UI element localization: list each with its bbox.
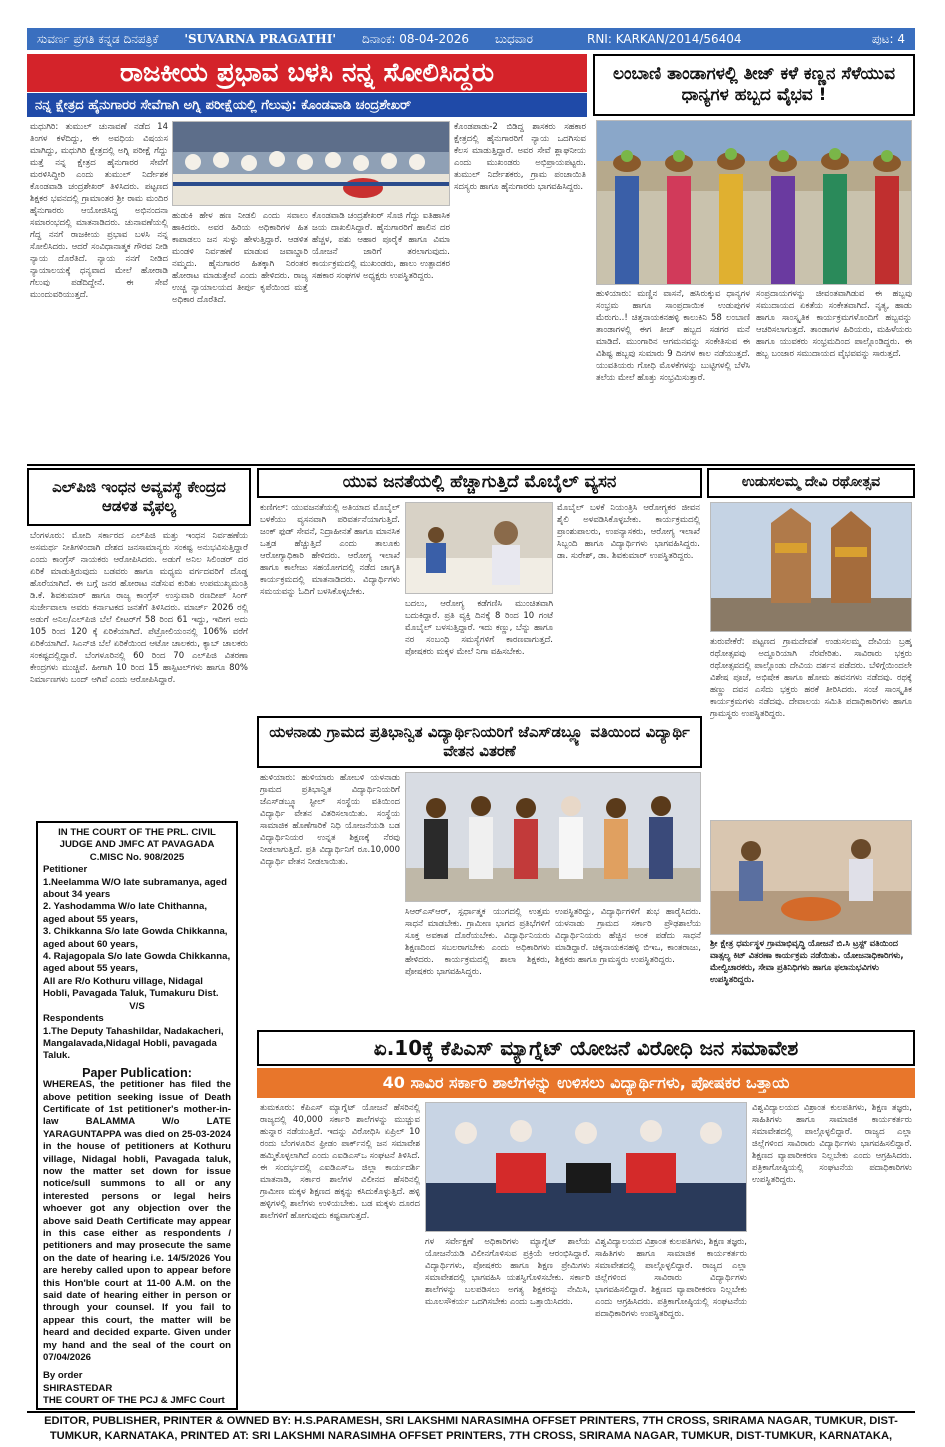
story2-column-2: ಸಂಪ್ರದಾಯಗಳನ್ನು ಜೀವಂತವಾಗಿಡುವ ಈ ಹಬ್ಬವು ಸಮುದಾಯದ ಏಕತೆಯ ಸಂಕೇತವಾಗಿದೆ. ನೃತ್ಯ, ಹಾಡು ಹಾಗೂ ಸಾಂಸ್ಕೃತಿಕ ಕಾರ್ಯಕ್ರಮಗಳೊಂದಿಗೆ ಹಬ್ಬವನ್ನು ಆಚರಿಸಲಾಗುತ್ತದೆ. ತಾಂಡಾಗಳ ಹಿರಿಯರು, ಮಹಿಳೆಯರು ಹಾಗೂ ಯುವಕರು ಸಂಭ್ರಮದಿಂದ ಪಾಲ್ಗೊಂಡಿದ್ದರು. ಈ ಹಬ್ಬ ಬಂಜಾರ ಸಮುದಾಯದ ವೈಭವವನ್ನು ಸಾರುತ್ತದೆ. bbox=[756, 289, 912, 359]
petitioner-3: 3. Chikkanna S/o late Gowda Chikkanna, aged about 60 years, bbox=[43, 926, 228, 950]
story7-headline: ಏ.10ಕ್ಕೆ ಕೆಪಿಎಸ್ ಮ್ಯಾಗ್ನೆಟ್ ಯೋಜನೆ ವಿರೋಧಿ ಜನ ಸಮಾವೇಶ bbox=[257, 1030, 915, 1066]
rni-number: RNI: KARKAN/2014/56404 bbox=[586, 32, 742, 46]
story5-headline: ಉಡುಸಲಮ್ಮ ದೇವಿ ರಥೋತ್ಸವ bbox=[707, 468, 915, 498]
by-order: By order bbox=[43, 1370, 83, 1382]
story5-photo-2 bbox=[710, 820, 912, 935]
story6-column-2: ಸಿಆರ್‌ಎಸ್‌ಆರ್, ಸ್ಪರ್ಧಾತ್ಮಕ ಯುಗದಲ್ಲಿ ಉತ್ತಮ ಸಾಧನೆ ಮಾಡಬೇಕು. ಗ್ರಾಮೀಣ ಭಾಗದ ಪ್ರತಿಭೆಗಳಿಗೆ ಸೂಕ್ತ ಅವಕಾಶ ದೊರೆಯಬೇಕು. ವಿದ್ಯಾರ್ಥಿನಿಯರು ಶಿಕ್ಷಣದಿಂದ ಸಬಲರಾಗಬೇಕು ಎಂದು ಅಧಿಕಾರಿಗಳು ಹೇಳಿದರು. ಕಾರ್ಯಕ್ರಮದಲ್ಲಿ ಶಾಲಾ ಶಿಕ್ಷಕರು, ಪೋಷಕರು ಭಾಗವಹಿಸಿದ್ದರು. bbox=[405, 907, 550, 977]
story4-column-2: ಬದಲು, ಆರೋಗ್ಯ ಕಡೆಗಣಿಸಿ ಮುಂಚಿತವಾಗಿ ಬದುಕಿದ್ದಾರೆ. ಪ್ರತಿ ವ್ಯಕ್ತಿ ದಿನಕ್ಕೆ 8 ರಿಂದ 10 ಗಂಟೆ ಮೊಬೈಲ್ ಬಳಸುತ್ತಿದ್ದಾರೆ. ಇದು ಕಣ್ಣು, ಬೆನ್ನು ಹಾಗೂ ನರ ಸಂಬಂಧಿ ಸಮಸ್ಯೆಗಳಿಗೆ ಕಾರಣವಾಗುತ್ತದೆ. ಪೋಷಕರು ಮಕ್ಕಳ ಮೇಲೆ ನಿಗಾ ವಹಿಸಬೇಕು. bbox=[405, 599, 553, 657]
petitioner-2: 2. Yashodamma W/o late Chithanna, aged about 55 years, bbox=[43, 901, 208, 925]
story1-column-3: ಕೊಂಡವಾಡಿ ಚಂದ್ರಶೇಖರ್ ಸೊಜಿ ಗೆದ್ದು ಐತಿಹಾಸಿಕ ಜಯ ದಾಖಲಿಸಿದ್ದಾರೆ. ಹೈನುಗಾರರಿಗೆ ಹಾಲಿನ ದರ ಹೆಚ್ಚಳ, ಪಶು ಆಹಾರ ಪೂರೈಕೆ ಹಾಗೂ ವಿಮಾ ಯೋಜನೆ ಜಾರಿಗೆ ತರಲಾಗುವುದು. ಕಾರ್ಯಕ್ರಮದಲ್ಲಿ ಮುಖಂಡರು, ಹಾಲು ಉತ್ಪಾದಕರ ಸಹಕಾರ ಸಂಘಗಳ ಅಧ್ಯಕ್ಷರು ಉಪಸ್ಥಿತರಿದ್ದರು. bbox=[312, 211, 450, 281]
story2-column-1: ಹುಳಿಯಾರು: ಮಣ್ಣಿನ ವಾಸನೆ, ಹಸಿರುಕ್ಕುವ ಧಾನ್ಯಗಳ ಸಂಭ್ರಮ ಹಾಗೂ ಸಾಂಪ್ರದಾಯಿಕ ಉಡುಪುಗಳ ಮೆರುಗು..! ಚಿತ್ತನಾಯಕನಹಳ್ಳಿ ಕಾಲುಕಿನಿ 58 ಲಂಬಾಣಿ ತಾಂಡಾಗಳಲ್ಲಿ ಈಗ ತೀಜ್ ಹಬ್ಬದ ಸಡಗರ ಮನೆ ಮಾಡಿದೆ. ಮುಂಗಾರಿನ ಆಗಮನವನ್ನು ಸಂಕೇತಿಸುವ ಈ ವಿಶಿಷ್ಟ ಹಬ್ಬವು ಸುಮಾರು 9 ದಿನಗಳ ಕಾಲ ನಡೆಯುತ್ತದೆ. ಯುವತಿಯರು ಗೋಧಿ ಮೊಳಕೆಗಳನ್ನು ಬುಟ್ಟಿಗಳಲ್ಲಿ ಬೆಳೆಸಿ ತಲೆಯ ಮೇಲೆ ಹೊತ್ತು ಸಂಭ್ರಮಿಸುತ್ತಾರೆ. bbox=[596, 289, 750, 383]
story5-body: ತುರುವೇಕೆರೆ: ಪಟ್ಟಣದ ಗ್ರಾಮದೇವತೆ ಉಡುಸಲಮ್ಮ ದೇವಿಯ ಬ್ರಹ್ಮ ರಥೋತ್ಸವವು ಅದ್ದೂರಿಯಾಗಿ ನೆರವೇರಿತು. ಸಾವಿರಾರು ಭಕ್ತರು ರಥೋತ್ಸವದಲ್ಲಿ ಪಾಲ್ಗೊಂಡು ದೇವಿಯ ದರ್ಶನ ಪಡೆದರು. ಬೆಳಿಗ್ಗೆಯಿಂದಲೇ ವಿಶೇಷ ಪೂಜೆ, ಅಭಿಷೇಕ ಹಾಗೂ ಹೋಮ ಹವನಗಳು ನಡೆದವು. ರಥಕ್ಕೆ ಹಣ್ಣು ದವನ ಎಸೆದು ಭಕ್ತರು ಹರಕೆ ತೀರಿಸಿದರು. ಸಂಜೆ ಸಾಂಸ್ಕೃತಿಕ ಕಾರ್ಯಕ್ರಮಗಳು ನಡೆದವು. ದೇವಾಲಯ ಸಮಿತಿ ಪದಾಧಿಕಾರಿಗಳು ಹಾಗೂ ಗ್ರಾಮಸ್ಥರು ಉಪಸ್ಥಿತರಿದ್ದರು. bbox=[710, 637, 912, 719]
story1-subhead: ನನ್ನ ಕ್ಷೇತ್ರದ ಹೈನುಗಾರರ ಸೇವೆಗಾಗಿ ಅಗ್ನಿ ಪರೀಕ್ಷೆಯಲ್ಲಿ ಗೆಲುವು: ಕೊಂಡವಾಡಿ ಚಂದ್ರಶೇಖರ್ bbox=[27, 93, 587, 117]
respondents-label: Respondents bbox=[43, 1013, 104, 1025]
court-case-number: C.MISC No. 908/2025 bbox=[89, 851, 185, 863]
weekday: ಬುಧವಾರ bbox=[495, 31, 533, 46]
story1-headline: ರಾಜಕೀಯ ಪ್ರಭಾವ ಬಳಸಿ ನನ್ನ ಸೋಲಿಸಿದ್ದರು bbox=[27, 54, 587, 92]
issue-date: ದಿನಾಂಕ: 08-04-2026 bbox=[362, 31, 469, 46]
story4-column-3: ಮೊಬೈಲ್ ಬಳಕೆ ನಿಯಂತ್ರಿಸಿ ಆರೋಗ್ಯಕರ ಜೀವನ ಶೈಲಿ ಅಳವಡಿಸಿಕೊಳ್ಳಬೇಕು. ಕಾರ್ಯಕ್ರಮದಲ್ಲಿ ಪ್ರಾಂಶುಪಾಲರು, ಉಪನ್ಯಾಸಕರು, ಆರೋಗ್ಯ ಇಲಾಖೆ ಸಿಬ್ಬಂದಿ ಹಾಗೂ ವಿದ್ಯಾರ್ಥಿಗಳು ಭಾಗವಹಿಸಿದ್ದರು. ಡಾ. ಸುರೇಶ್, ಡಾ. ಶಿವಕುಮಾರ್ ಉಪಸ್ಥಿತರಿದ್ದರು. bbox=[557, 503, 700, 561]
story6-column-1: ಹುಳಿಯಾರು: ಹುಳಿಯಾರು ಹೋಬಳಿ ಯಳನಾಡು ಗ್ರಾಮದ ಪ್ರತಿಭಾನ್ವಿತ ವಿದ್ಯಾರ್ಥಿನಿಯರಿಗೆ ಜೆಎಸ್‌ಡಬ್ಲ್ಯೂ ಸ್ಟೀಲ್ ಸಂಸ್ಥೆಯ ವತಿಯಿಂದ ವಿದ್ಯಾರ್ಥಿ ವೇತನ ವಿತರಿಸಲಾಯಿತು. ಸಂಸ್ಥೆಯ ಸಾಮಾಜಿಕ ಹೊಣೆಗಾರಿಕೆ ನಿಧಿ ಯೋಜನೆಯಡಿ ಬಡ ವಿದ್ಯಾರ್ಥಿನಿಯರ ಉನ್ನತ ಶಿಕ್ಷಣಕ್ಕೆ ನೆರವು ನೀಡಲಾಗುತ್ತಿದೆ. ಪ್ರತಿ ವಿದ್ಯಾರ್ಥಿನಿಗೆ ರೂ.10,000 ವಿದ್ಯಾರ್ಥಿ ವೇತನ ನೀಡಲಾಯಿತು. bbox=[260, 773, 400, 867]
story6-column-3: ಉಪಸ್ಥಿತರಿದ್ದು, ವಿದ್ಯಾರ್ಥಿಗಳಿಗೆ ಶುಭ ಹಾರೈಸಿದರು. ಯಳನಾಡು ಗ್ರಾಮದ ಸರ್ಕಾರಿ ಪ್ರೌಢಶಾಲೆಯ ವಿದ್ಯಾರ್ಥಿನಿಯರು ಹೆಚ್ಚಿನ ಅಂಕ ಪಡೆದು ಸಾಧನೆ ಮಾಡಿದ್ದಾರೆ. ಚಿಕ್ಕನಾಯಕನಹಳ್ಳಿ ಬಿಇಒ, ಕಾಂತರಾಜು, ಶಿಕ್ಷಕರು ಹಾಗೂ ಗ್ರಾಮಸ್ಥರು ಉಪಸ್ಥಿತರಿದ್ದರು. bbox=[555, 907, 701, 965]
petitioner-1: 1.Neelamma W/O late subramanya, aged about 34 years bbox=[43, 876, 227, 901]
story2-headline: ಲಂಬಾಣಿ ತಾಂಡಾಗಳಲ್ಲಿ ತೀಜ್ ಕಳೆ ಕಣ್ಣನ ಸೆಳೆಯುವ ಧಾನ್ಯಗಳ ಹಬ್ಬದ ವೈಭವ ! bbox=[593, 54, 915, 116]
story1-column-4: ಕೊಂಡಪಾಡು-2 ಬಿಡಿದ್ದ ಶಾಸಕರು ಸಹಕಾರ ಕ್ಷೇತ್ರದಲ್ಲಿ ಹೈನುಗಾರರಿಗೆ ನ್ಯಾಯ ಒದಗಿಸುವ ಕೆಲಸ ಮಾಡುತ್ತಿದ್ದಾರೆ. ಅವರ ಸೇವೆ ಶ್ಲಾಘನೀಯ ಎಂದು ಮುಖಂಡರು ಅಭಿಪ್ರಾಯಪಟ್ಟರು. ತುಮುಲ್ ನಿರ್ದೇಶಕರು, ಗ್ರಾಮ ಪಂಚಾಯಿತಿ ಸದಸ್ಯರು ಹಾಗೂ ಹೈನುಗಾರರು ಭಾಗವಹಿಸಿದ್ದರು. bbox=[454, 122, 586, 192]
masthead-bar bbox=[27, 28, 915, 50]
story7-column-3: ವಿಶ್ವವಿದ್ಯಾಲಯದ ವಿಶ್ರಾಂತ ಕುಲಪತಿಗಳು, ಶಿಕ್ಷಣ ತಜ್ಞರು, ಸಾಹಿತಿಗಳು ಹಾಗೂ ಸಾಮಾಜಿಕ ಕಾರ್ಯಕರ್ತರು ಸಮಾವೇಶದಲ್ಲಿ ಪಾಲ್ಗೊಳ್ಳಲಿದ್ದಾರೆ. ರಾಜ್ಯದ ಎಲ್ಲಾ ಜಿಲ್ಲೆಗಳಿಂದ ಸಾವಿರಾರು ವಿದ್ಯಾರ್ಥಿಗಳು ಭಾಗವಹಿಸಲಿದ್ದಾರೆ. ಶಿಕ್ಷಣದ ವ್ಯಾಪಾರೀಕರಣ ನಿಲ್ಲಬೇಕು ಎಂದು ಆಗ್ರಹಿಸಿದರು. ಪತ್ರಿಕಾಗೋಷ್ಠಿಯಲ್ಲಿ ಸಂಘಟನೆಯ ಪದಾಧಿಕಾರಿಗಳು ಉಪಸ್ಥಿತರಿದ್ದರು. bbox=[595, 1237, 747, 1319]
signatory-1: SHIRASTEDAR bbox=[43, 1382, 113, 1394]
story4-column-1: ಕುಣಿಗಲ್: ಯುವಜನತೆಯಲ್ಲಿ ಅತಿಯಾದ ಮೊಬೈಲ್ ಬಳಕೆಯು ವ್ಯಸನವಾಗಿ ಪರಿವರ್ತನೆಯಾಗುತ್ತಿದೆ. ಜಂಕ್ ಫುಡ್ ಸೇವನೆ, ನಿದ್ರಾಹೀನತೆ ಹಾಗೂ ಮಾನಸಿಕ ಒತ್ತಡ ಹೆಚ್ಚುತ್ತಿದೆ ಎಂದು ತಾಲೂಕು ಆರೋಗ್ಯಾಧಿಕಾರಿ ಹೇಳಿದರು. ಆರೋಗ್ಯ ಇಲಾಖೆ ಹಾಗೂ ಕಾಲೇಜು ಸಹಯೋಗದಲ್ಲಿ ನಡೆದ ಜಾಗೃತಿ ಕಾರ್ಯಕ್ರಮದಲ್ಲಿ ಮಾತನಾಡಿದರು. ವಿದ್ಯಾರ್ಥಿಗಳು ಸಮಯವನ್ನು ಓದಿಗೆ ಬಳಸಿಕೊಳ್ಳಬೇಕು. bbox=[260, 503, 400, 597]
story3-body: ಬೆಂಗಳೂರು: ಮೋದಿ ಸರ್ಕಾರದ ಎಲ್‌ಪಿಜಿ ಮತ್ತು ಇಂಧನ ನಿರ್ವಹಣೆಯ ಅಸಮರ್ಥ ನೀತಿಗಳಿಂದಾಗಿ ದೇಶದ ಜನಸಾಮಾನ್ಯರು ಸಂಕಷ್ಟ ಅನುಭವಿಸುತ್ತಿದ್ದಾರೆ ಎಂದು ಕಾಂಗ್ರೆಸ್ ನಾಯಕರು ಆರೋಪಿಸಿದರು. ಅಡುಗೆ ಅನಿಲ ಸಿಲಿಂಡರ್ ದರ ಏರಿಕೆ ಮಾಡುತ್ತಿರುವುದು ಬಡವರು ಹಾಗೂ ಮಧ್ಯಮ ವರ್ಗದವರಿಗೆ ದೊಡ್ಡ ಹೊರೆಯಾಗಿದೆ. ಈ ಬಗ್ಗೆ ಜನರ ಹೋರಾಟ ನಡೆಸುವ ಕುರಿತು ಉಪಮುಖ್ಯಮಂತ್ರಿ ಡಿ.ಕೆ. ಶಿವಕುಮಾರ್ ಹಾಗೂ ರಾಜ್ಯ ಕಾಂಗ್ರೆಸ್ ಉಸ್ತುವಾರಿ ರಣದೀಪ್ ಸಿಂಗ್ ಸುರ್ಜೇವಾಲಾ ಅವರು ಕರ್ನಾಟಕದ ಜನತೆಗೆ ತಿಳಿಸಿದರು. ಮಾರ್ಚ್ 2026 ರಲ್ಲಿ ಅಡುಗೆ ಅನಿಲ/ಎಲ್‌ಪಿಜಿ ಬೆಲೆ ಲೀಟರ್‌ಗೆ 58 ರಿಂದ 61 ಇದ್ದು, ಇದೀಗ ಅದು 105 ರಿಂದ 120 ಕ್ಕೆ ಏರಿಕೆಯಾಗಿದೆ. ಪೆಟ್ರೋಲಿಯಂನಲ್ಲಿ 106% ವರೆಗೆ ಏರಿಕೆಯಾಗಿದೆ. ಸಿಎನ್‌ಜಿ ಬೆಲೆ ಏರಿಕೆಯಿಂದ ಆಟೋ ಚಾಲಕರು, ಕ್ಯಾಬ್ ಚಾಲಕರು ಸಂಕಷ್ಟದಲ್ಲಿದ್ದಾರೆ. ಬೆಂಗಳೂರಿನಲ್ಲಿ 60 ರಿಂದ 70 ಎಲ್‌ಪಿಜಿ ವಿತರಣಾ ಕೇಂದ್ರಗಳು ಮುಚ್ಚಿವೆ. ಹೀಗಾಗಿ 10 ರಿಂದ 15 ಹಾಸ್ಪಿಟಲ್‌ಗಳು ಹಾಗೂ 80% ನಿರ್ಮಾಣಗಳು ಬಂದ್ ಆಗಿವೆ ಎಂದು ಆರೋಪಿಸಿದ್ದಾರೆ. bbox=[30, 531, 248, 685]
imprint-footer: EDITOR, PUBLISHER, PRINTER & OWNED BY: H.S.PARAMESH, SRI LAKSHMI NARASIMHA OFFSET PRINTERS, 7TH CROSS, SRIRAMA NAGAR, TUMKUR, DIST-TUMKUR, KARNATAKA, PRINTED AT: SRI LAKSHMI NARASIMHA OFFSET PRINTERS, 7TH CROSS, SRIRAMA NAGAR, TUMKUR, DIST-TUMKUR, KARNATAKA, bbox=[27, 1411, 915, 1445]
story7-column-4: ವಿಶ್ವವಿದ್ಯಾಲಯದ ವಿಶ್ರಾಂತ ಕುಲಪತಿಗಳು, ಶಿಕ್ಷಣ ತಜ್ಞರು, ಸಾಹಿತಿಗಳು ಹಾಗೂ ಸಾಮಾಜಿಕ ಕಾರ್ಯಕರ್ತರು ಸಮಾವೇಶದಲ್ಲಿ ಪಾಲ್ಗೊಳ್ಳಲಿದ್ದಾರೆ. ರಾಜ್ಯದ ಎಲ್ಲಾ ಜಿಲ್ಲೆಗಳಿಂದ ಸಾವಿರಾರು ವಿದ್ಯಾರ್ಥಿಗಳು ಭಾಗವಹಿಸಲಿದ್ದಾರೆ. ಶಿಕ್ಷಣದ ವ್ಯಾಪಾರೀಕರಣ ನಿಲ್ಲಬೇಕು ಎಂದು ಆಗ್ರಹಿಸಿದರು. ಪತ್ರಿಕಾಗೋಷ್ಠಿಯಲ್ಲಿ ಸಂಘಟನೆಯ ಪದಾಧಿಕಾರಿಗಳು ಉಪಸ್ಥಿತರಿದ್ದರು. bbox=[752, 1103, 912, 1185]
petitioner-label: Petitioner bbox=[43, 864, 88, 876]
story7-column-2: ಗಳ ಸರ್ವೇಕ್ಷಣೆ ಅಧಿಕಾರಿಗಳು ಮ್ಯಾಗ್ನೆಟ್ ಶಾಲೆಯ ಯೋಜನೆಯಡಿ ವಿಲೀನಗೊಳಿಸುವ ಪ್ರಕ್ರಿಯೆ ಆರಂಭಿಸಿದ್ದಾರೆ. ವಿದ್ಯಾರ್ಥಿಗಳು, ಪೋಷಕರು ಹಾಗೂ ಶಿಕ್ಷಣ ಪ್ರೇಮಿಗಳು ಸಮಾವೇಶದಲ್ಲಿ ಭಾಗವಹಿಸಿ ಯಶಸ್ವಿಗೊಳಿಸಬೇಕು. ಸರ್ಕಾರಿ ಶಾಲೆಗಳನ್ನು ಬಲಪಡಿಸಲು ಅಗತ್ಯ ಶಿಕ್ಷಕರನ್ನು ನೇಮಿಸಿ, ಮೂಲಸೌಕರ್ಯ ಒದಗಿಸಬೇಕು ಎಂದು ಒತ್ತಾಯಿಸಿದರು. bbox=[425, 1237, 590, 1307]
story1-column-2: ಹುಡುಕಿ ಹೇಳ ಹಣ ನೀಡಲಿ ಎಂದು ಸವಾಲು ಹಾಕಿದರು. ಅವರ ಹಿರಿಯ ಅಧಿಕಾರಿಗಳ ಹಿತ ಕಾಪಾಡಲು ಜನ ಸುಳ್ಳು ಹೇಳುತ್ತಿದ್ದಾರೆ. ಆಡಳಿತ ಮಂಡಳಿ ನಿರ್ವಹಣೆ ಮಾಡುವ ಜವಾಬ್ದಾರಿ ನಮ್ಮದು. ಹೈನುಗಾರರ ಹಿತಕ್ಕಾಗಿ ನಿರಂತರ ಹೋರಾಟ ಮಾಡುತ್ತೇವೆ ಎಂದು ಹೇಳಿದರು. ರಾಜ್ಯ ಉಚ್ಚ ನ್ಯಾಯಾಲಯದ ತೀರ್ಪು ಕೃಪೆಯಿಂದ ಮತ್ತೆ ಅಧಿಕಾರ ದೊರೆತಿದೆ. bbox=[172, 211, 308, 305]
respondent-1: 1.The Deputy Tahashildar, Nadakacheri, Mangalavada,Nidagal Hobli, pavagada Taluk. bbox=[43, 1025, 224, 1062]
story7-subhead: 40 ಸಾವಿರ ಸರ್ಕಾರಿ ಶಾಲೆಗಳನ್ನು ಉಳಿಸಲು ವಿದ್ಯಾರ್ಥಿಗಳು, ಪೋಷಕರ ಒತ್ತಾಯ bbox=[257, 1068, 915, 1098]
court-notice bbox=[36, 821, 238, 1410]
petitioner-residence: All are R/o Kothuru village, Nidagal Hobli, Pavagada Taluk, Tumakuru Dist. bbox=[43, 975, 219, 1000]
story4-headline: ಯುವ ಜನತೆಯಲ್ಲಿ ಹೆಚ್ಚಾಗುತ್ತಿದೆ ಮೊಬೈಲ್ ವ್ಯಸನ bbox=[257, 468, 702, 498]
signatory-2: THE COURT OF THE PCJ & JMFC Court bbox=[43, 1395, 225, 1407]
story5-caption: ಶ್ರೀ ಕ್ಷೇತ್ರ ಧರ್ಮಸ್ಥಳ ಗ್ರಾಮಾಭಿವೃದ್ಧಿ ಯೋಜನೆ ಬಿ.ಸಿ ಟ್ರಸ್ಟ್ ವತಿಯಿಂದ ವಾತ್ಸಲ್ಯ ಕಿಟ್ ವಿತರಣಾ ಕಾರ್ಯಕ್ರಮ ನಡೆಯಿತು. ಯೋಜನಾಧಿಕಾರಿಗಳು, ಮೇಲ್ವಿಚಾರಕರು, ಸೇವಾ ಪ್ರತಿನಿಧಿಗಳು ಹಾಗೂ ಫಲಾನುಭವಿಗಳು ಉಪಸ್ಥಿತರಿದ್ದರು. bbox=[710, 939, 904, 985]
story1-column-1: ಮಧುಗಿರಿ: ತುಮುಲ್ ಚುನಾವಣೆ ನಡೆದ 14 ತಿಂಗಳ ಕಳೆದಿದ್ದು, ಈ ಅವಧಿಯ ವಿಷಯಸ ಮಾಗಿದ್ದು, ಮಧುಗಿರಿ ಕ್ಷೇತ್ರದಲ್ಲಿ ಅಗ್ನಿ ಪರೀಕ್ಷೆ ಗೆದ್ದು ಮತ್ತೆ ನನ್ನ ಕ್ಷೇತ್ರದ ಹೈನುಗಾರರ ಸೇವೆಗೆ ಮರಳಿಸಿದ್ದೀರಿ ಎಂದು ತುಮುಲ್ ನಿರ್ದೇಶಕ ಕೊಂಡವಾಡಿ ಚಂದ್ರಶೇಖರ್ ತಿಳಿಸಿದರು. ಪಟ್ಟಣದ ಶಿಕ್ಷಕರ ಭವನದಲ್ಲಿ ಗ್ರಾಮಾಂತರ ಶ್ರೀ ರಾಮ ಮಂದಿರ ಹೈನುಗಾರರು ಆಯೋಜಿಸಿದ್ದ ಅಭಿನಂದನಾ ಸಮಾರಂಭದಲ್ಲಿ ಮಾತನಾಡಿದರು. ಚುನಾವಣೆಯಲ್ಲಿ ಗೆದ್ದ ನನಗೆ ರಾಜಕೀಯ ಪ್ರಭಾವ ಬಳಸಿ ನನ್ನ ಸೋಲಿಸಿದರು. ಆದರೆ ಸಂವಿಧಾನಾತ್ಮಕ ಗೌರವ ನೀಡಿ ನ್ಯಾಯ ದೊರೆತಿದೆ. ನ್ಯಾಯ ನನಗೆ ನೀಡಿದ ನ್ಯಾಯಾಲಯಕ್ಕೆ ಧನ್ಯವಾದ ಮೇಲೆ ಹೋರಾಡಿ ಗೆಲುವು ಪಡೆದಿದ್ದೇನೆ. ಈ ಸೇವೆ ಮುಂದುವರಿಯುತ್ತದೆ. bbox=[30, 122, 168, 300]
court-title: IN THE COURT OF THE PRL. CIVIL JUDGE AND JMFC AT PAVAGADA bbox=[58, 827, 216, 851]
publication-body: WHEREAS, the petitioner has filed the above petition seeking issue of Death Certificate of 1st petitioner's mother-in-law BALAMMA W/o LATE YARAGUNTAPPA was died on 25-03-2024 in the house of petitioners at Kothuru village, Nidagal hobli, Pavagada taluk, now the matter set down for issue notice/sull summons to all or any interested persons or legal heirs whoever got any objection over the above said Death Certificate may appear in this case either as respondents / petitioners and may prosecute the same on the date of hearing i.e. 14/5/2026 You are hereby called upon to appear before this Hon'ble court at 11-00 A.M. on the said date of hearing either in person or through your counsel. If you fail to appear this court, the matter will be heard and decided exparte. Given under my hand and the seal of the court on 07/04/2026 bbox=[43, 1079, 231, 1364]
page-number: ಪುಟ: 4 bbox=[871, 31, 905, 46]
story3-headline: ಎಲ್‌ಪಿಜಿ ಇಂಧನ ಅವ್ಯವಸ್ಥೆ ಕೇಂದ್ರದ ಆಡಳಿತ ವೈಫಲ್ಯ bbox=[27, 468, 251, 526]
story7-photo bbox=[425, 1102, 747, 1232]
story6-headline: ಯಳನಾಡು ಗ್ರಾಮದ ಪ್ರತಿಭಾನ್ವಿತ ವಿದ್ಯಾರ್ಥಿನಿಯರಿಗೆ ಜೆಎಸ್‌ಡಬ್ಲ್ಯೂ ವತಿಯಿಂದ ವಿದ್ಯಾರ್ಥಿ ವೇತನ ವಿತರಣೆ bbox=[257, 716, 702, 768]
petitioner-4: 4. Rajagopala S/o late Gowda Chikkanna, aged about 55 years, bbox=[43, 951, 231, 975]
publication-title: Paper Publication: bbox=[82, 1065, 192, 1080]
story2-photo bbox=[596, 120, 912, 285]
divider bbox=[27, 464, 915, 466]
paper-name-kannada: ಸುವರ್ಣ ಪ್ರಗತಿ ಕನ್ನಡ ದಿನಪತ್ರಿಕೆ bbox=[37, 31, 159, 46]
story6-photo bbox=[405, 772, 701, 902]
story4-photo bbox=[405, 502, 553, 594]
versus: V/S bbox=[129, 1000, 145, 1012]
story1-photo bbox=[172, 121, 450, 206]
story7-column-1: ತುಮಕೂರು: ಕೆಪಿಎಸ್ ಮ್ಯಾಗ್ನೆಟ್ ಯೋಜನೆ ಹೆಸರಿನಲ್ಲಿ ರಾಜ್ಯದಲ್ಲಿ 40,000 ಸರ್ಕಾರಿ ಶಾಲೆಗಳನ್ನು ಮುಚ್ಚುವ ಹುನ್ನಾರ ನಡೆಯುತ್ತಿದೆ. ಇದನ್ನು ವಿರೋಧಿಸಿ ಏಪ್ರಿಲ್ 10 ರಂದು ಬೆಂಗಳೂರಿನ ಫ್ರೀಡಂ ಪಾರ್ಕ್‌ನಲ್ಲಿ ಜನ ಸಮಾವೇಶ ಹಮ್ಮಿಕೊಳ್ಳಲಾಗಿದೆ ಎಂದು ಎಐಡಿಎಸ್‌ಒ ಸಂಘಟನೆ ತಿಳಿಸಿದೆ. ಈ ಸಂದರ್ಭದಲ್ಲಿ ಎಐಡಿಎಸ್‌ಒ ಜಿಲ್ಲಾ ಕಾರ್ಯದರ್ಶಿ ಮಾತನಾಡಿ, ಸರ್ಕಾರ ಶಾಲೆಗಳ ವಿಲೀನದ ಹೆಸರಿನಲ್ಲಿ ಗ್ರಾಮೀಣ ಮಕ್ಕಳ ಶಿಕ್ಷಣದ ಹಕ್ಕನ್ನು ಕಸಿದುಕೊಳ್ಳುತ್ತಿದೆ. ಹಳ್ಳಿ ಹಳ್ಳಿಗಳಲ್ಲಿ ಶಾಲೆಗಳು ಉಳಿಯಬೇಕು. ಬಡ ಮಕ್ಕಳು ದೂರದ ಶಾಲೆಗಳಿಗೆ ಹೋಗುವುದು ಕಷ್ಟವಾಗುತ್ತದೆ. bbox=[260, 1103, 420, 1221]
paper-name-english: 'SUVARNA PRAGATHI' bbox=[184, 32, 337, 46]
story5-photo bbox=[710, 502, 912, 632]
